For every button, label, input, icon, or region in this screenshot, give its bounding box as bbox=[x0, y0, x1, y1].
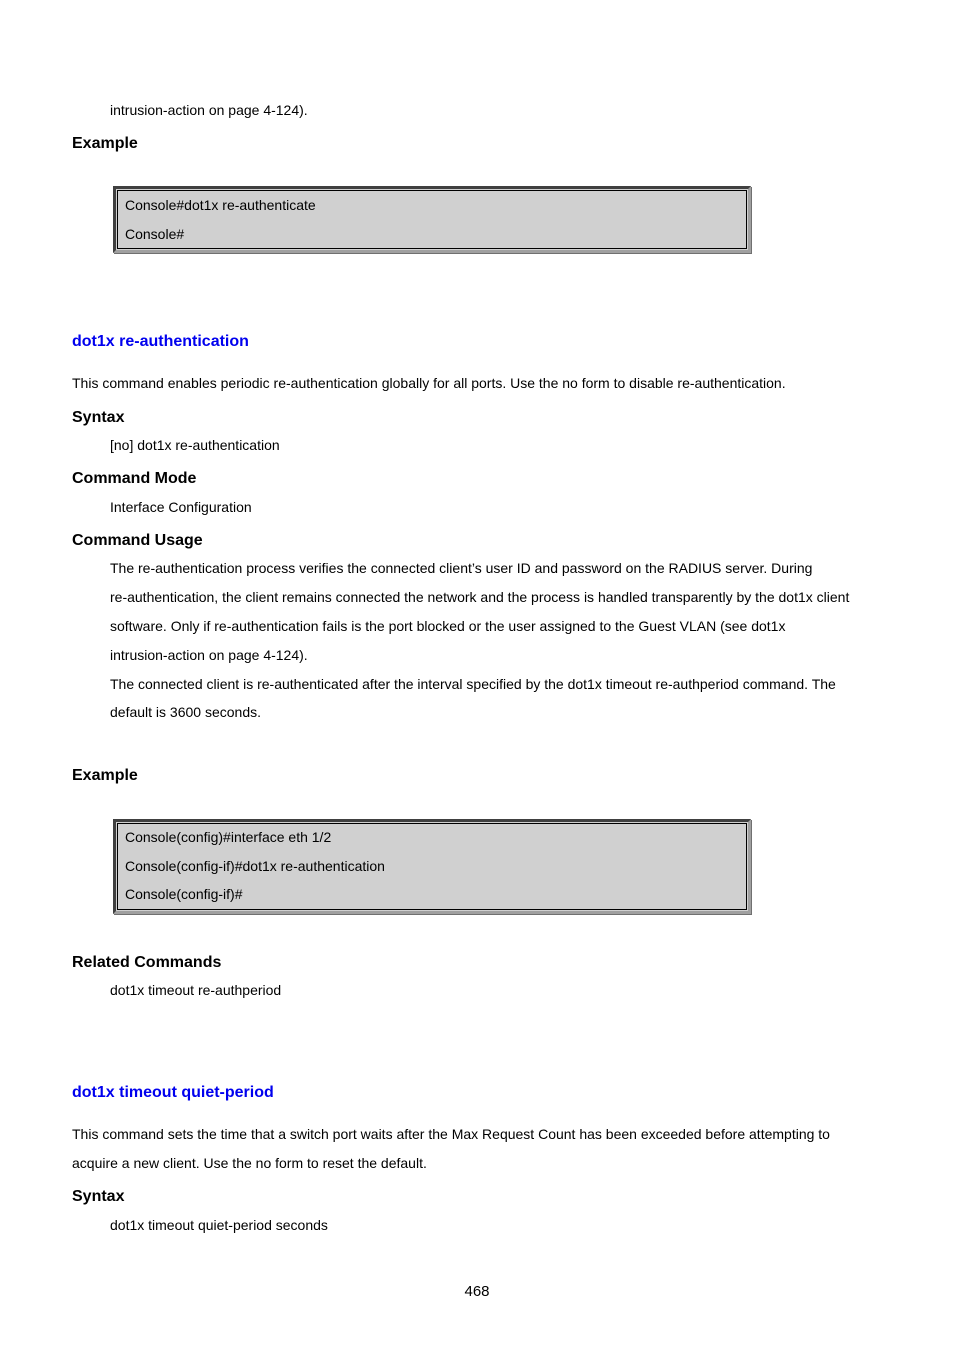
syntax-heading: Syntax bbox=[72, 409, 125, 426]
command-mode-text: Interface Configuration bbox=[110, 499, 252, 515]
syntax-text: [no] dot1x re-authentication bbox=[110, 437, 280, 453]
command-usage-heading: Command Usage bbox=[72, 532, 203, 549]
console-line: Console(config-if)# bbox=[125, 886, 243, 902]
section-description: This command enables periodic re-authentication globally for all ports. Use the no form to disable re-authentication. bbox=[72, 375, 786, 391]
section-description-line: acquire a new client. Use the no form to reset the default. bbox=[72, 1155, 427, 1171]
usage-line: The re-authentication process verifies the connected client’s user ID and password on the RADIUS server. During bbox=[110, 560, 813, 576]
section-title: dot1x re-authentication bbox=[72, 333, 249, 350]
console-line: Console(config-if)#dot1x re-authentication bbox=[125, 858, 385, 874]
usage-line: re-authentication, the client remains connected the network and the process is handled transparently by the dot1x client bbox=[110, 589, 850, 605]
syntax-heading: Syntax bbox=[72, 1188, 125, 1205]
page-number: 468 bbox=[464, 1283, 490, 1300]
syntax-text: dot1x timeout quiet-period seconds bbox=[110, 1217, 328, 1233]
related-commands-heading: Related Commands bbox=[72, 954, 222, 971]
usage-line: software. Only if re-authentication fails is the port blocked or the user assigned to the Guest VLAN (see dot1x bbox=[110, 618, 786, 634]
usage-line: intrusion-action on page 4-124). bbox=[110, 647, 308, 663]
section-description-line: This command sets the time that a switch port waits after the Max Request Count has been exceeded before attempting to bbox=[72, 1126, 830, 1142]
console-line: Console#dot1x re-authenticate bbox=[125, 197, 316, 213]
console-line: Console(config)#interface eth 1/2 bbox=[125, 829, 332, 845]
usage-line: The connected client is re-authenticated after the interval specified by the dot1x timeout re-authperiod command. The bbox=[110, 676, 836, 692]
console-example-box bbox=[113, 819, 751, 914]
console-line: Console# bbox=[125, 226, 185, 242]
example-heading: Example bbox=[72, 135, 138, 152]
console-example-box bbox=[113, 186, 751, 253]
example-heading: Example bbox=[72, 767, 138, 784]
section-title: dot1x timeout quiet-period bbox=[72, 1084, 274, 1101]
related-command-text: dot1x timeout re-authperiod bbox=[110, 982, 282, 998]
command-mode-heading: Command Mode bbox=[72, 470, 197, 487]
usage-line: default is 3600 seconds. bbox=[110, 704, 261, 720]
continuation-text: intrusion-action on page 4-124). bbox=[110, 102, 308, 118]
